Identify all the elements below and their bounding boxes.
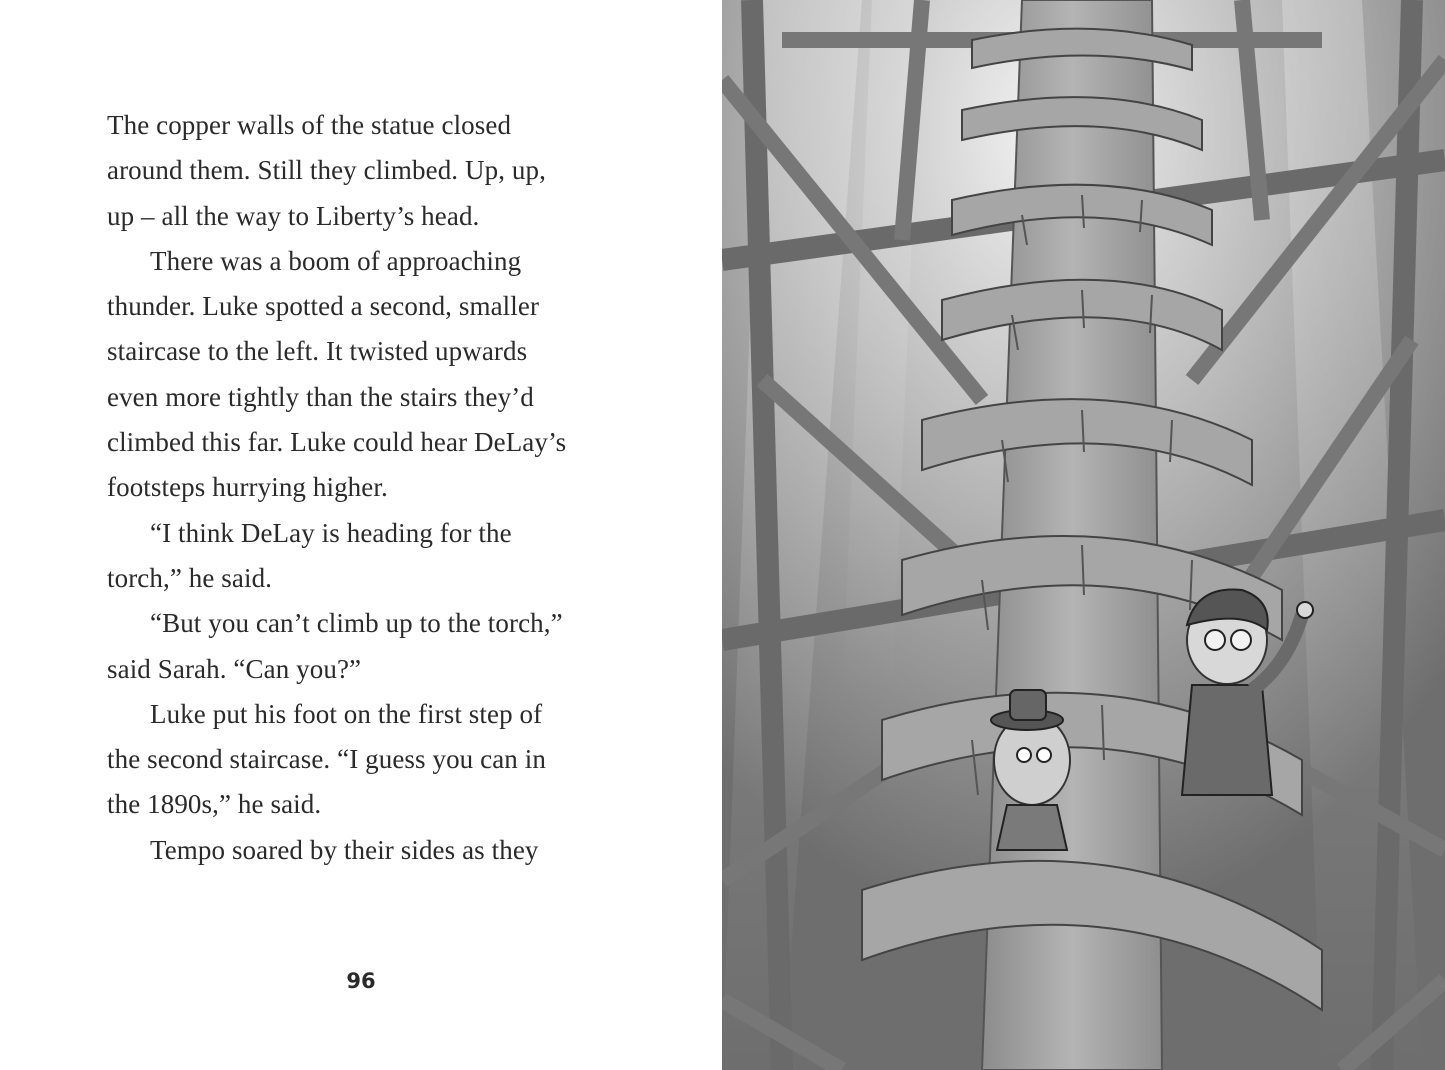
page-number: 96 [346,969,376,993]
text-line: “I think DeLay is heading for the [150,517,512,548]
text-line: up – all the way to Liberty’s head. [107,200,480,231]
text-line: around them. Still they climbed. Up, up, [107,155,546,186]
text-line: footsteps hurrying higher. [107,472,388,503]
text-line: There was a boom of approaching [150,245,522,276]
text-page [0,0,722,1070]
text-line: even more tightly than the stairs they’d [107,381,534,412]
text-line: The copper walls of the statue closed [107,110,512,140]
text-line: Luke put his foot on the first step of [150,698,543,729]
text-line: the second staircase. “I guess you can in [107,744,546,775]
text-line: “But you can’t climb up to the torch,” [150,608,563,639]
text-line: the 1890s,” he said. [107,789,322,820]
hat-character [991,690,1070,850]
text-line: Tempo soared by their sides as they [150,834,539,865]
text-line: torch,” he said. [107,562,273,593]
text-line: staircase to the left. It twisted upwards [107,336,528,367]
text-line: said Sarah. “Can you?” [107,653,362,684]
spiral-staircase-illustration [722,0,1445,1070]
text-line: thunder. Luke spotted a second, smaller [107,291,540,322]
text-line: climbed this far. Luke could hear DeLay’s [107,427,567,458]
story-text [107,103,627,873]
